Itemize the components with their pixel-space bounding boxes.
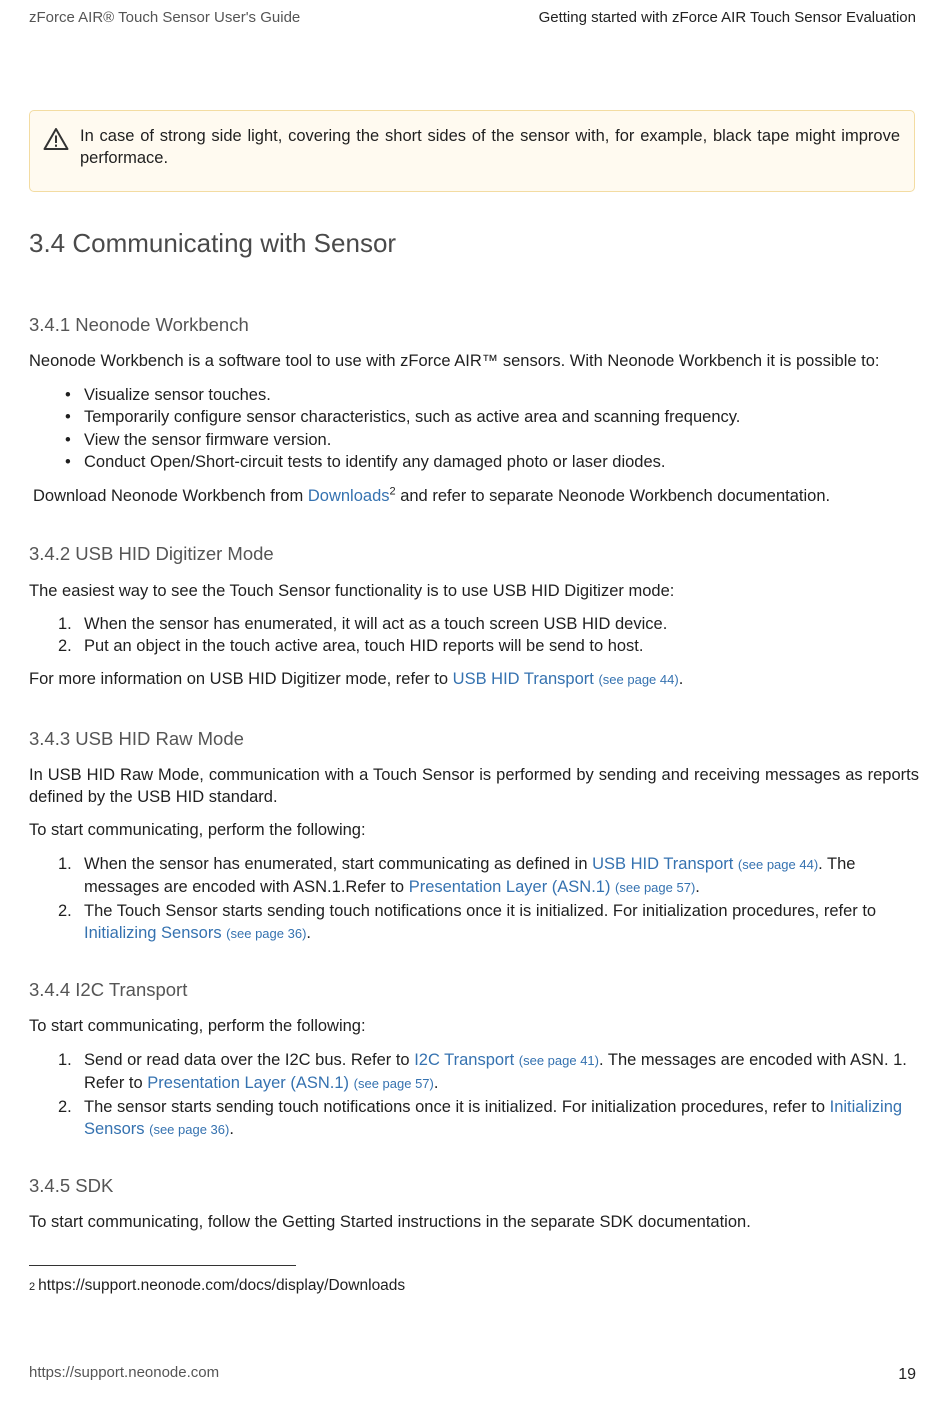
footnote-number: 2: [29, 1281, 36, 1293]
list-item: • Visualize sensor touches.: [56, 384, 740, 406]
header-guide-title: zForce AIR® Touch Sensor User's Guide: [29, 9, 301, 26]
more-text: For more information on USB HID Digitizer mode, refer to: [29, 670, 453, 688]
punctuation: .: [695, 878, 700, 897]
page-reference[interactable]: (see page 57): [353, 1076, 434, 1092]
usb-hid-transport-link[interactable]: USB HID Transport: [592, 855, 734, 873]
step-text: . The messages are encoded with ASN.1.Refer to: [84, 855, 856, 897]
footer-url[interactable]: https://support.neonode.com: [29, 1364, 220, 1381]
raw-mode-heading: 3.4.3 USB HID Raw Mode: [29, 728, 244, 749]
step-text: The sensor starts sending touch notifications once it is initialized. For initialization procedures, refer to: [84, 1097, 830, 1116]
page-reference[interactable]: (see page 36): [226, 925, 307, 941]
i2c-heading: 3.4.4 I2C Transport: [29, 979, 188, 1000]
list-item: • View the sensor firmware version.: [56, 429, 740, 451]
i2c-start: To start communicating, perform the following:: [29, 1017, 366, 1035]
warning-text: In case of strong side light, covering the short sides of the sensor with, for example, black tape might improve performace.: [80, 127, 900, 167]
raw-mode-step-list: [56, 853, 912, 945]
list-item: 2. The sensor starts sending touch notifications once it is initialized. For initialization procedures, refer to Initializing Sensors (see page 36).: [58, 1097, 903, 1138]
punctuation: .: [229, 1119, 234, 1138]
i2c-transport-link[interactable]: I2C Transport: [414, 1051, 515, 1069]
list-item: 2. Put an object in the touch active area, touch HID reports will be send to host.: [58, 637, 644, 656]
list-item: • Temporarily configure sensor characteristics, such as active area and scanning frequency.: [56, 406, 740, 428]
list-item: 2. The Touch Sensor starts sending touch notifications once it is initialized. For initialization procedures, refer to Initializing Sensors (see page 36).: [58, 901, 877, 942]
page-reference[interactable]: (see page 57): [615, 880, 696, 896]
list-item: • Conduct Open/Short-circuit tests to identify any damaged photo or laser diodes.: [56, 451, 740, 473]
step-text: When the sensor has enumerated, start communicating as defined in: [84, 855, 593, 873]
sdk-heading: 3.4.5 SDK: [29, 1175, 114, 1196]
workbench-intro: Neonode Workbench is a software tool to use with zForce AIR™ sensors. With Neonode Workbench it is possible to:: [29, 352, 880, 370]
header-chapter-title: Getting started with zForce AIR Touch Sensor Evaluation: [538, 9, 916, 26]
footnote-url[interactable]: https://support.neonode.com/docs/display/Downloads: [38, 1277, 406, 1294]
sdk-text: To start communicating, follow the Getting Started instructions in the separate SDK documentation.: [29, 1213, 751, 1231]
punctuation: .: [306, 923, 311, 942]
raw-mode-start: To start communicating, perform the following:: [29, 821, 366, 839]
presentation-layer-link[interactable]: Presentation Layer (ASN.1): [147, 1074, 350, 1093]
page-reference[interactable]: (see page 36): [149, 1121, 230, 1137]
digitizer-intro: The easiest way to see the Touch Sensor functionality is to use USB HID Digitizer mode:: [29, 582, 675, 600]
list-item: 1. Send or read data over the I2C bus. Refer to I2C Transport (see page 41). The messages are encoded with ASN. 1. Refer to Presentation Layer (ASN.1) (see page 57).: [58, 1051, 907, 1093]
page-reference[interactable]: (see page 44): [598, 672, 679, 687]
digitizer-heading: 3.4.2 USB HID Digitizer Mode: [29, 543, 274, 564]
downloads-link[interactable]: Downloads: [307, 487, 390, 505]
punctuation: .: [433, 1074, 439, 1093]
step-text: The Touch Sensor starts sending touch notifications once it is initialized. For initialization procedures, refer to: [84, 901, 877, 920]
workbench-bullet-list: [56, 384, 740, 473]
warning-callout: [29, 110, 915, 192]
initializing-sensors-link[interactable]: Initializing Sensors: [84, 1097, 903, 1138]
workbench-heading: 3.4.1 Neonode Workbench: [29, 314, 249, 335]
footnote-ref[interactable]: 2: [389, 485, 396, 498]
step-text: Send or read data over the I2C bus. Refer to: [84, 1051, 415, 1069]
footnote-divider: [29, 1265, 296, 1266]
download-text: Download Neonode Workbench from: [33, 487, 308, 505]
footnote: [29, 1277, 405, 1295]
step-text: When the sensor has enumerated, it will act as a touch screen USB HID device.: [84, 615, 668, 633]
digitizer-step-list: [56, 613, 912, 658]
step-text: Put an object in the touch active area, touch HID reports will be send to host.: [84, 637, 644, 656]
warning-triangle-icon: [43, 127, 69, 151]
page-reference[interactable]: (see page 44): [737, 857, 819, 872]
digitizer-more-info: [29, 668, 919, 691]
list-item: 1. When the sensor has enumerated, it will act as a touch screen USB HID device.: [58, 615, 668, 633]
i2c-step-list: [56, 1049, 912, 1141]
page-number: 19: [898, 1366, 916, 1383]
section-title: 3.4 Communicating with Sensor: [29, 228, 397, 258]
download-text-end: and refer to separate Neonode Workbench documentation.: [395, 487, 831, 505]
list-item: 1. When the sensor has enumerated, start communicating as defined in USB HID Transport (see page 44). The messages are encoded with ASN.1.Refer to Presentation Layer (ASN.1) (see page 57).: [58, 855, 856, 897]
punctuation: .: [678, 670, 684, 688]
initializing-sensors-link[interactable]: Initializing Sensors: [84, 923, 222, 942]
presentation-layer-link[interactable]: Presentation Layer (ASN.1): [408, 878, 611, 897]
usb-hid-transport-link[interactable]: USB HID Transport: [452, 670, 594, 688]
raw-mode-intro: In USB HID Raw Mode, communication with a Touch Sensor is performed by sending and receiving messages as reports defined by the USB HID standard.: [29, 766, 919, 806]
workbench-download-paragraph: [33, 485, 923, 507]
step-text: . The messages are encoded with ASN. 1. Refer to: [84, 1051, 907, 1093]
page-reference[interactable]: (see page 41): [518, 1053, 599, 1068]
